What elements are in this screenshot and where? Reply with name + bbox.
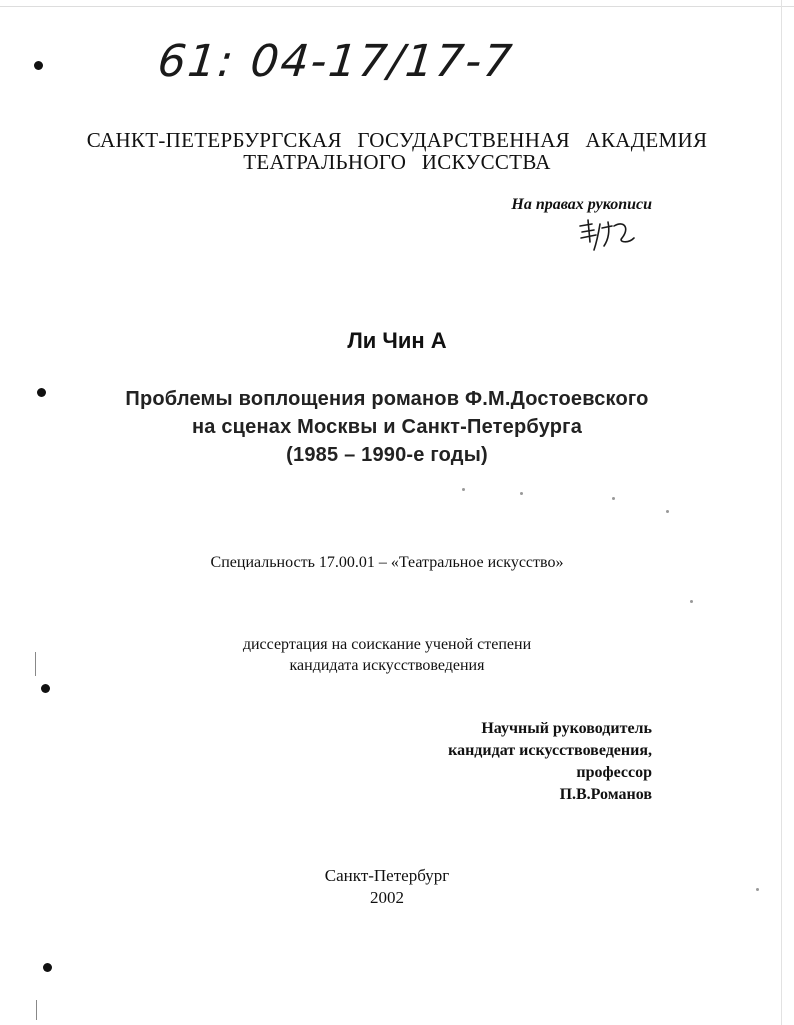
scan-speck xyxy=(690,600,693,603)
scan-speck xyxy=(756,888,759,891)
punch-hole-icon xyxy=(37,388,46,397)
scan-speck xyxy=(612,497,615,500)
dissertation-title-line2: на сценах Москвы и Санкт-Петербурга xyxy=(191,416,583,438)
handwritten-catalog-number: 61: 04-17/17-7 xyxy=(155,36,517,87)
dissertation-title-line1: Проблемы воплощения романов Ф.М.Достоевского xyxy=(125,388,649,410)
institution-name-line2: ТЕАТРАЛЬНОГО ИСКУССТВА xyxy=(243,150,551,174)
signature-icon xyxy=(578,216,638,252)
punch-hole-icon xyxy=(41,684,50,693)
advisor-degree: кандидат искусствоведения, xyxy=(448,742,652,759)
scan-speck xyxy=(666,510,669,513)
punch-hole-icon xyxy=(34,61,43,70)
scan-edge-top xyxy=(0,6,794,7)
degree-line2: кандидата искусствоведения xyxy=(289,657,485,674)
specialty-line: Специальность 17.00.01 – «Театральное искусство» xyxy=(210,554,564,571)
city: Санкт-Петербург xyxy=(324,866,450,885)
manuscript-rights-note: На правах рукописи xyxy=(511,196,652,213)
advisor-label: Научный руководитель xyxy=(481,720,652,737)
year: 2002 xyxy=(370,888,404,907)
scan-mark xyxy=(35,652,36,676)
punch-hole-icon xyxy=(43,963,52,972)
advisor-name: П.В.Романов xyxy=(559,786,652,803)
advisor-title: профессор xyxy=(576,764,652,781)
scan-speck xyxy=(520,492,523,495)
scan-speck xyxy=(462,488,465,491)
scan-mark xyxy=(36,1000,37,1020)
author-name: Ли Чин А xyxy=(347,328,447,353)
degree-line1: диссертация на соискание ученой степени xyxy=(242,636,532,653)
institution-name-line1: САНКТ-ПЕТЕРБУРГСКАЯ ГОСУДАРСТВЕННАЯ АКАДЕМИЯ xyxy=(86,128,708,152)
dissertation-title-line3: (1985 – 1990-е годы) xyxy=(286,444,488,466)
